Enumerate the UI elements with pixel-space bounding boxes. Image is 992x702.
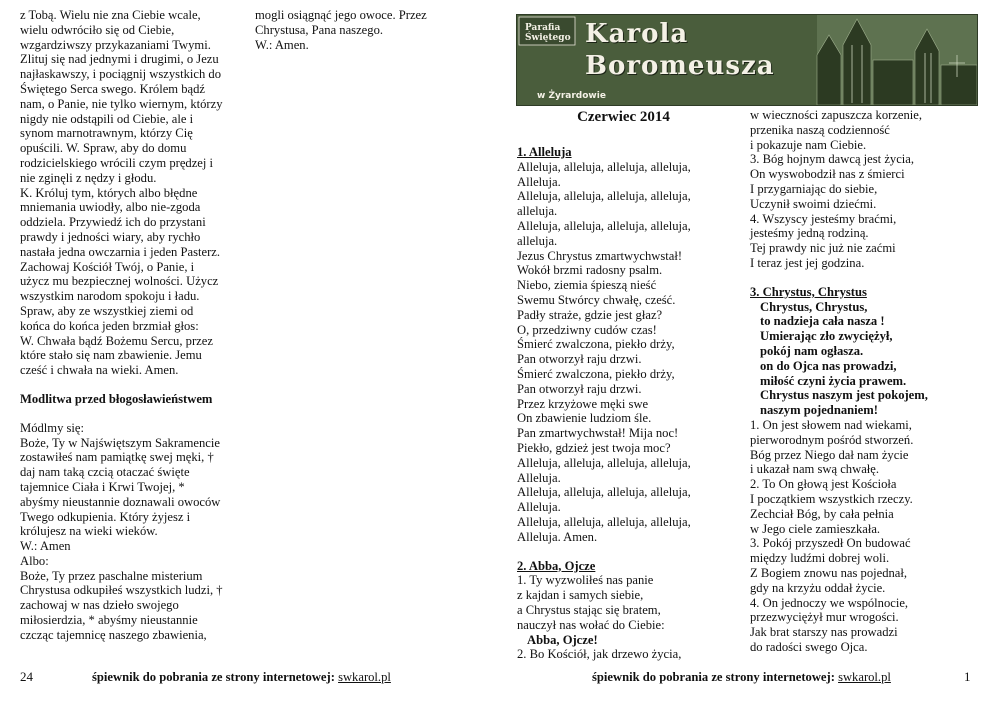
song-2-text: 1. Ty wyzwoliłeś nas panie z kajdan i samych siebie, a Chrystus stając się bratem, nauczył nas wołać do Ciebie: — [517, 573, 665, 632]
banner-line2: Świętego — [525, 33, 571, 43]
right-footer-label: śpiewnik do pobrania ze strony internetowej: — [592, 670, 835, 684]
right-footer-link[interactable]: swkarol.pl — [838, 670, 891, 684]
right-page-number: 1 — [964, 669, 971, 684]
prayer-continuation: mogli osiągnąć jego owoce. Przez Chrystusa, Pana naszego. W.: Amen. — [255, 8, 427, 52]
left-footer — [92, 670, 391, 685]
litany-text: z Tobą. Wielu nie zna Ciebie wcale, wielu odwróciło się od Ciebie, wzgardziwszy przykazaniami Twymi. Zlituj się nad jednymi i drugimi, o Jezu najłaskawszy, i pociągnij wszystkich do Świętego Serca swego. Królem bądź nam, o Panie, nie tylko wiernym, którzy nigdy nie odstąpili od Ciebie, ale i synom marnotrawnym, którzy Cię opuścili. W. Spraw, aby do domu rodzicielskiego wrócili czym prędzej i nie zginęli z nędzy i głodu. K. Króluj tym, których albo błędne mniemania uwiodły, albo nie-zgoda oddziela. Przywiedź ich do przystani prawdy i jedności wiary, aby rychło nastała jedna owczarnia i jeden Pasterz. Zachowaj Kościół Twój, o Panie, i użycz mu bezpiecznej wolności. Użycz wszystkim narodom spokoju i ładu. Spraw, aby ze wszystkiej ziemi od końca do końca jeden brzmiał głos: W. Chwała bądź Bożemu Sercu, przez które stało się nam zbawienie. Jemu cześć i chwała na wieki. Amen. — [20, 8, 223, 378]
month-title: Czerwiec 2014 — [577, 109, 670, 125]
song-2-title: 2. Abba, Ojcze — [517, 558, 596, 573]
song-1-title: 1. Alleluja — [517, 145, 572, 159]
song-3-title: 3. Chrystus, Chrystus — [750, 284, 867, 299]
song-2-text-continued: 2. Bo Kościół, jak drzewo życia, — [517, 647, 682, 662]
left-footer-link[interactable]: swkarol.pl — [338, 670, 391, 684]
left-page-number: 24 — [20, 669, 33, 684]
blessing-prayer-text: Módlmy się: Boże, Ty w Najświętszym Sakramencie zostawiłeś nam pamiątkę swej męki, † daj nam taką czcią otaczać święte tajemnice Ciała i Krwi Twojej, * abyśmy nieustannie doznawali owoców Twego odkupienia. Który żyjesz i królujesz na wieki wieków. W.: Amen Albo: Boże, Ty przez paschalne misterium Chrystusa odkupiłeś wszystkich ludzi, † zachowaj w nas dzieło swojego miłosierdzia, * abyśmy nieustannie czcząc tajemnicę naszego zbawienia, — [20, 420, 223, 642]
song-3-text: 1. On jest słowem nad wiekami, pierworodnym pośród stworzeń. Bóg przez Niego dał nam życie i ukazał nam swą chwałę. 2. To On głową jest Kościoła I początkiem wszystkich rzeczy. Zechciał Bóg, by cała pełnia w Jego ciele zamieszkała. 3. Pokój przyszedł On budować między ludźmi dobrej woli. Z Bogiem znowu nas pojednał, gdy na krzyżu oddał życie. 4. On jednoczy we wspólnocie, przezwyciężył mur wrogości. Jak brat starszy nas prowadzi do radości swego Ojca. — [750, 417, 914, 654]
banner-name-boromeusza: Boromeusza — [585, 51, 775, 81]
banner-name-karola: Karola — [585, 19, 689, 49]
song-3-refrain: Chrystus, Chrystus, to nadzieja cała nasza ! Umierając zło zwyciężył, pokój nam ogłasza. on do Ojca nas prowadzi, miłość czyni życia prawem. Chrystus naszym jest pokojem, naszym pojednaniem! — [760, 299, 928, 418]
banner-place: w Żyrardowie — [537, 91, 606, 101]
parish-banner — [516, 14, 978, 106]
banner-line1: Parafia — [525, 23, 561, 33]
right-footer — [592, 670, 891, 685]
song-1-text: Alleluja, alleluja, alleluja, alleluja, Alleluja. Alleluja, alleluja, alleluja, alleluja, alleluja. Alleluja, alleluja, alleluja, alleluja, alleluja. Jezus Chrystus zmartwychwstał! Wokół brzmi radosny psalm. Niebo, ziemia śpieszą nieść Swemu Stwórcy chwałę, cześć. Padły straże, gdzie jest głaz? O, przedziwny cudów czas! Śmierć zwalczona, piekło drży, Pan otworzył raju drzwi. Śmierć zwalczona, piekło drży, Pan otworzył raju drzwi. Przez krzyżowe męki swe On zbawienie ludziom śle. Pan zmartwychwstał! Mija noc! Piekło, gdzież jest twoja moc? Alleluja, alleluja, alleluja, alleluja, Alleluja. Alleluja, alleluja, alleluja, alleluja, Alleluja. Alleluja, alleluja, alleluja, alleluja, Alleluja. Amen. — [517, 159, 691, 544]
right-column-2 — [750, 108, 975, 655]
song-2-refrain: Abba, Ojcze! — [527, 632, 598, 647]
left-column-1 — [20, 8, 245, 643]
left-column-2 — [255, 8, 455, 52]
blessing-prayer-heading: Modlitwa przed błogosławieństwem — [20, 391, 213, 406]
right-column-1 — [517, 145, 732, 662]
banner-parish-label — [525, 23, 571, 43]
song-2-continuation: w wieczności zapuszcza korzenie, przenika naszą codzienność i pokazuje nam Ciebie. 3. Bóg hojnym dawcą jest życia, On wyswobodził nas z śmierci I przygarniając do siebie, Uczynił swoimi dziećmi. 4. Wszyscy jesteśmy braćmi, jesteśmy jedną rodziną. Tej prawdy nic już nie zaćmi I teraz jest jej godzina. — [750, 108, 923, 270]
left-footer-label: śpiewnik do pobrania ze strony internetowej: — [92, 670, 335, 684]
